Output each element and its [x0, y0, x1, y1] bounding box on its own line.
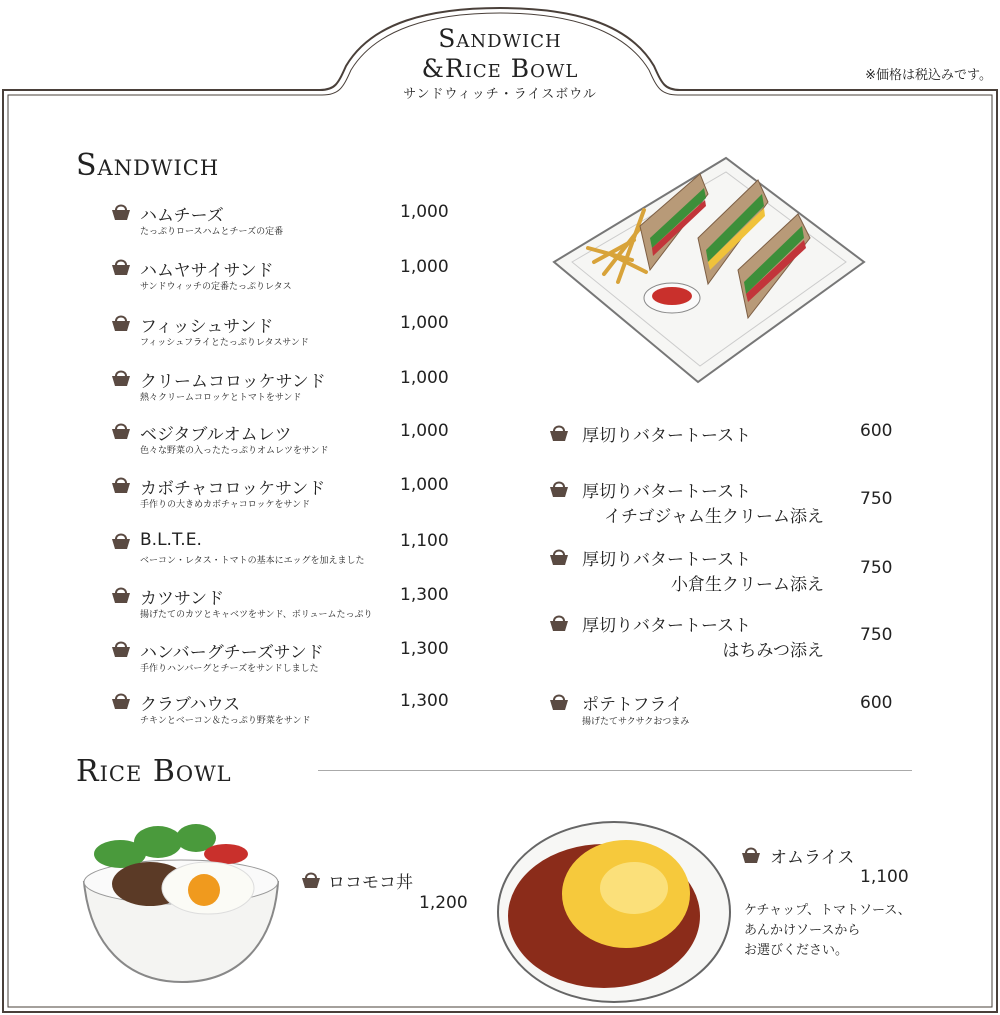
tax-note: ※価格は税込みです。 — [865, 68, 992, 83]
toast-item-sub: 小倉生クリーム添え — [671, 575, 824, 595]
basket-icon — [110, 258, 132, 276]
sandwich-item-price: 1,100 — [400, 531, 449, 551]
sandwich-item-desc: サンドウィッチの定番たっぷりレタス — [140, 282, 292, 292]
basket-icon — [548, 614, 570, 632]
sandwich-item-price: 1,300 — [400, 639, 449, 659]
basket-icon — [110, 422, 132, 440]
omurice-name: オムライス — [770, 848, 855, 868]
omurice-price: 1,100 — [860, 867, 909, 887]
sandwich-item-desc: 熱々クリームコロッケとトマトをサンド — [140, 393, 302, 403]
basket-icon — [110, 640, 132, 658]
sandwich-item-name: B.L.T.E. — [140, 530, 202, 550]
toast-item-price: 750 — [860, 558, 893, 578]
basket-icon — [110, 314, 132, 332]
sandwich-item-desc: 色々な野菜の入ったたっぷりオムレツをサンド — [140, 446, 329, 456]
basket-icon — [548, 548, 570, 566]
sandwich-item-name: カボチャコロッケサンド — [140, 479, 326, 499]
sandwich-heading: Sandwich — [76, 148, 220, 183]
sandwich-item-price: 1,000 — [400, 202, 449, 222]
sandwich-item-desc: ベーコン・レタス・トマトの基本にエッグを加えました — [140, 556, 365, 566]
omurice-note: ケチャップ、トマトソース、 あんかけソースから お選びください。 — [744, 903, 911, 958]
sandwich-item-desc: 揚げたてのカツとキャベツをサンド、ボリュームたっぷり — [140, 610, 373, 620]
sandwich-item-price: 1,300 — [400, 585, 449, 605]
toast-item-price: 750 — [860, 489, 893, 509]
toast-item-desc: 揚げたてサクサクおつまみ — [582, 717, 690, 727]
omurice-illustration — [494, 816, 734, 1006]
toast-item-name: ポテトフライ — [582, 695, 683, 715]
basket-icon — [110, 369, 132, 387]
sandwich-item-name: ベジタブルオムレツ — [140, 425, 292, 445]
menu-subtitle: サンドウィッチ・ライスボウル — [403, 87, 597, 102]
toast-item-name: 厚切りバタートースト — [582, 550, 752, 570]
sandwich-item-price: 1,300 — [400, 691, 449, 711]
sandwich-item-name: ハンバーグチーズサンド — [140, 643, 324, 663]
menu-title-line2: &Rice Bowl — [421, 54, 579, 83]
toast-item-sub: イチゴジャム生クリーム添え — [604, 507, 824, 527]
sandwich-item-desc: 手作りの大きめカボチャコロッケをサンド — [140, 500, 311, 510]
sandwich-item-price: 1,000 — [400, 257, 449, 277]
sandwich-item-desc: 手作りハンバーグとチーズをサンドしました — [140, 664, 319, 674]
basket-icon — [110, 532, 132, 550]
basket-icon — [740, 846, 762, 864]
sandwich-item-name: ハムヤサイサンド — [140, 261, 274, 281]
sandwich-item-name: ハムチーズ — [140, 206, 224, 226]
basket-icon — [300, 871, 322, 889]
loco-moco-illustration — [78, 812, 288, 990]
basket-icon — [110, 476, 132, 494]
basket-icon — [548, 480, 570, 498]
toast-item-price: 750 — [860, 625, 893, 645]
basket-icon — [110, 203, 132, 221]
sandwich-item-desc: チキンとベーコン＆たっぷり野菜をサンド — [140, 716, 311, 726]
sandwich-item-desc: フィッシュフライとたっぷりレタスサンド — [140, 338, 309, 348]
sandwich-item-name: クリームコロッケサンド — [140, 372, 326, 392]
toast-item-name: 厚切りバタートースト — [582, 482, 752, 502]
club-sandwich-illustration — [548, 150, 868, 390]
sandwich-item-name: フィッシュサンド — [140, 317, 274, 337]
sandwich-item-price: 1,000 — [400, 475, 449, 495]
toast-item-name: 厚切りバタートースト — [582, 426, 752, 446]
loco-moco-price: 1,200 — [419, 893, 468, 913]
toast-item-sub: はちみつ添え — [722, 641, 824, 661]
sandwich-item-name: カツサンド — [140, 589, 225, 609]
basket-icon — [110, 692, 132, 710]
section-divider — [318, 770, 912, 771]
rice-bowl-heading: Rice Bowl — [76, 754, 232, 789]
toast-item-price: 600 — [860, 421, 893, 441]
toast-item-name: 厚切りバタートースト — [582, 616, 752, 636]
sandwich-item-price: 1,000 — [400, 313, 449, 333]
sandwich-item-desc: たっぷりロースハムとチーズの定番 — [140, 227, 284, 237]
toast-item-price: 600 — [860, 693, 893, 713]
basket-icon — [548, 424, 570, 442]
sandwich-item-price: 1,000 — [400, 421, 449, 441]
basket-icon — [548, 693, 570, 711]
sandwich-item-price: 1,000 — [400, 368, 449, 388]
sandwich-item-name: クラブハウス — [140, 695, 241, 715]
menu-title-line1: Sandwich — [438, 24, 562, 53]
basket-icon — [110, 586, 132, 604]
loco-moco-name: ロコモコ丼 — [328, 873, 413, 893]
